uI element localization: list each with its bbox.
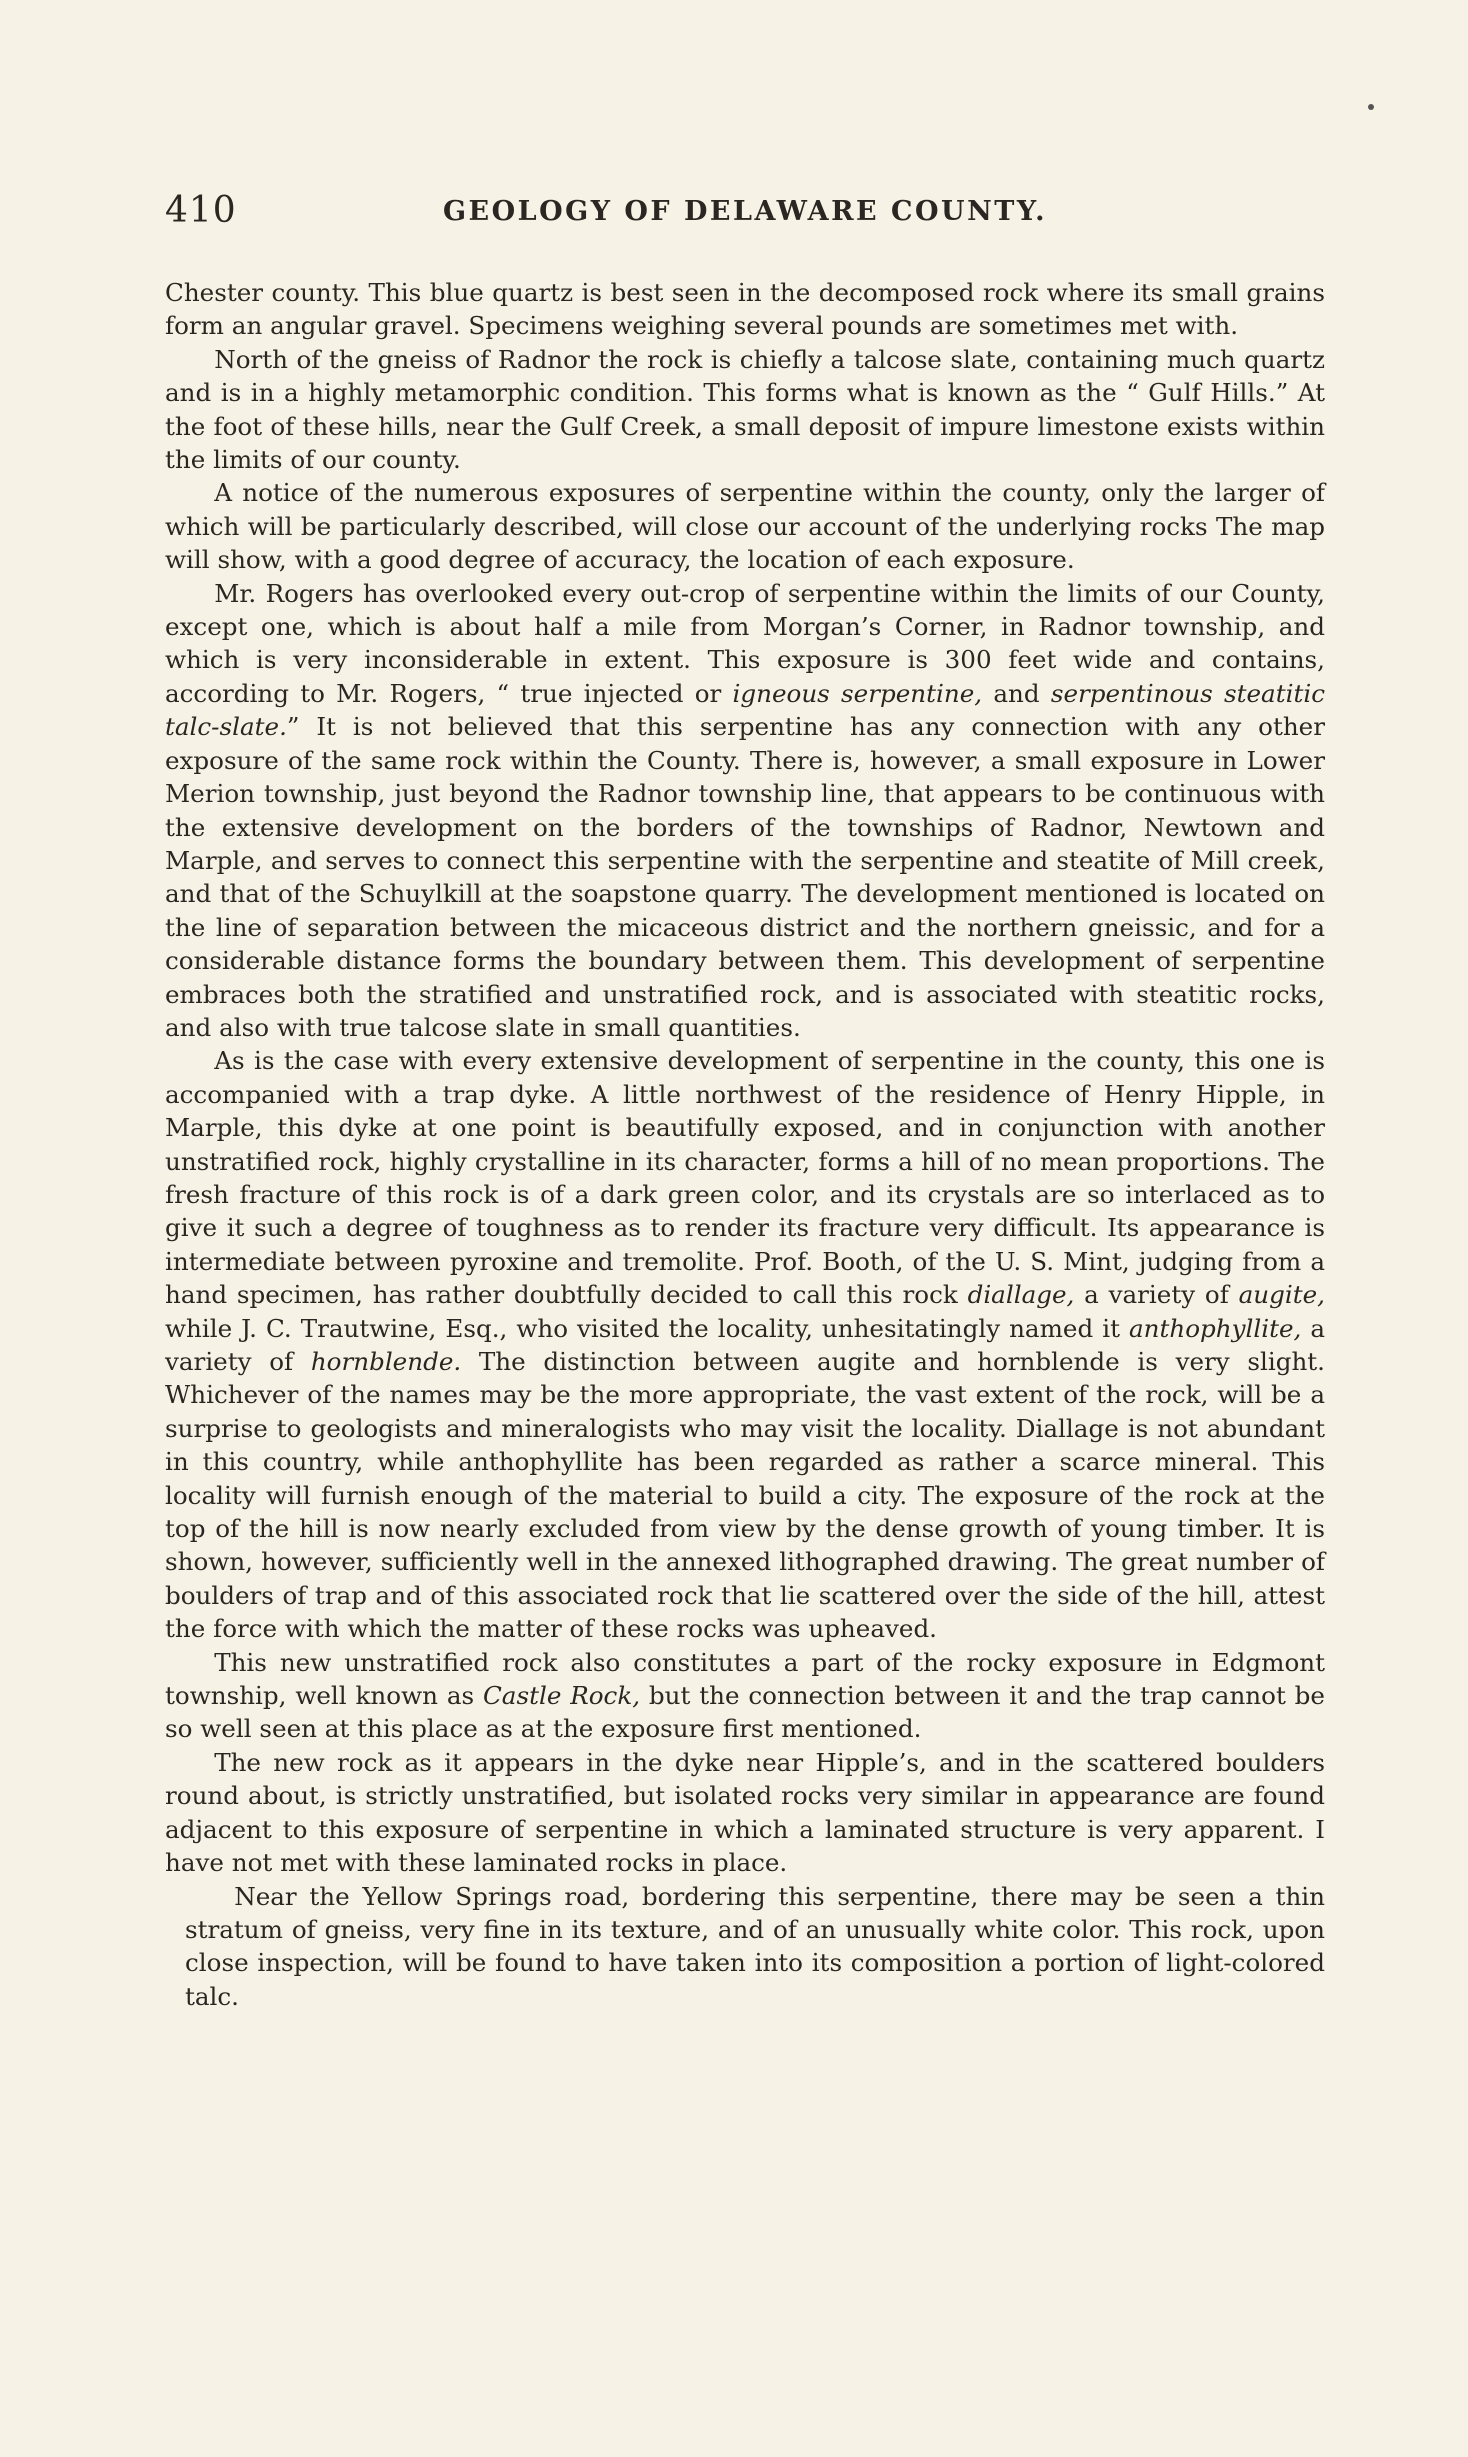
page-number: 410 (165, 190, 237, 231)
paper-speck (1368, 104, 1374, 110)
text-run: while J. C. Trautwine, Esq., who visited the locality, unhesitatingly named it (165, 1313, 1129, 1343)
paragraph-3: A notice of the numerous exposures of serpentine within the county, only the larger of which will be particularly described, will close our account of the underlying rocks The map will show, with a good degree of accuracy, the location of each exposure. (165, 478, 1325, 575)
paragraph-4 (165, 577, 1325, 1045)
paragraph-8: Near the Yellow Springs road, bordering this serpentine, there may be seen a thin stratum of gneiss, very fine in its texture, and of an unusually white color. This rock, upon close inspection, will be found to have taken into its composition a portion of light-colored talc. (185, 1881, 1325, 2011)
paragraph-2: North of the gneiss of Radnor the rock is chiefly a talcose slate, containing much quartz and is in a highly metamorphic condition. This forms what is known as the “ Gulf Hills.” At the foot of these hills, near the Gulf Creek, a small deposit of impure limestone exists within the limits of our county. (165, 344, 1325, 475)
paragraph-6 (165, 1646, 1325, 1746)
italic-term: anthophyllite, (1128, 1313, 1302, 1343)
paragraph-1: Chester county. This blue quartz is best seen in the decomposed rock where its small grains form an angular gravel. Specimens weighing several pounds are sometimes met with. (165, 278, 1325, 341)
italic-term: augite, (1238, 1280, 1325, 1310)
italic-term: hornblende. (310, 1347, 462, 1376)
text-run: and (982, 678, 1051, 708)
italic-term: igneous serpentine, (732, 678, 983, 708)
text-run: ” It is not believed that this serpentine has any connection with any other exposure of the same rock within the County. There is, however, a small exposure in Lower Merion township, just beyond the Radnor township line, that appears to be continuous with the extensive development on the borders of the townships of Radnor, Newtown and Marple, and serves to connect this serpentine with the serpentine and steatite of Mill creek, and that of the Schuylkill at the soapstone quarry. The development mentioned is located on the line of separation between the micaceous district and the northern gneissic, and for a considerable distance forms the boundary between them. This development of serpentine embraces both the stratified and unstratified rock, and is associated with steatitic rocks, and also with true talcose slate in small quantities. (165, 712, 1325, 1042)
italic-term: Castle Rock, (482, 1681, 641, 1711)
text-run: but the connection between it and the trap cannot be so well seen at this place as at the exposure first mentioned. (165, 1681, 1325, 1744)
text-run: a variety of (165, 1313, 1326, 1376)
text-run: a variety of (1074, 1280, 1239, 1310)
text-run: As is the case with every extensive development of serpentine in the county, this one is accompanied with a trap dyke. A little northwest of the residence of Henry Hipple, in Marple, this dyke at one point is beautifully exposed, and in conjunction with another unstratified rock, highly crystalline in its character, forms a hill of no mean proportions. The fresh fracture of this rock is of a dark green color, and its crystals are so interlaced as to give it such a degree of toughness as to render its fracture very difficult. Its appearance is intermediate between pyroxine and tremolite. Prof. Booth, of the U. S. Mint, judging from a hand specimen, has rather doubtfully decided to call this rock (165, 1046, 1325, 1310)
italic-term: serpentinous steatitic talc-slate. (165, 678, 1325, 742)
text-run: The distinction between augite and hornblende is very slight. Whichever of the names may be the more appropriate, the vast extent of the rock, will be a surprise to geologists and mineralogists who may visit the locality. Diallage is not abundant in this country, while anthophyllite has been regarded as rather a scarce mineral. This locality will furnish enough of the material to build a city. The exposure of the rock at the top of the hill is now nearly excluded from view by the dense growth of young timber. It is shown, however, sufficiently well in the annexed lithographed drawing. The great number of boulders of trap and of this associated rock that lie scattered over the side of the hill, attest the force with which the matter of these rocks was upheaved. (165, 1347, 1325, 1644)
page-header (165, 190, 1325, 234)
italic-term: diallage, (967, 1280, 1075, 1310)
text-run: This new unstratified rock also constitutes a part of the rocky exposure in Edgmont township, well known as (165, 1647, 1325, 1711)
paragraph-5 (165, 1044, 1325, 1645)
text-run: Mr. Rogers has overlooked every out-crop of serpentine within the limits of our County, except one, which is about half a mile from Morgan’s Corner, in Radnor township, and which is very inconsiderable in extent. This exposure is 300 feet wide and contains, according to Mr. Rogers, “ true injected or (165, 578, 1325, 708)
body-text (165, 276, 1325, 2013)
paragraph-7: The new rock as it appears in the dyke near Hipple’s, and in the scattered boulders round about, is strictly unstratified, but isolated rocks very similar in appearance are found adjacent to this exposure of serpentine in which a laminated structure is very apparent. I have not met with these laminated rocks in place. (165, 1747, 1325, 1878)
running-title: GEOLOGY OF DELAWARE COUNTY. (443, 196, 1048, 227)
